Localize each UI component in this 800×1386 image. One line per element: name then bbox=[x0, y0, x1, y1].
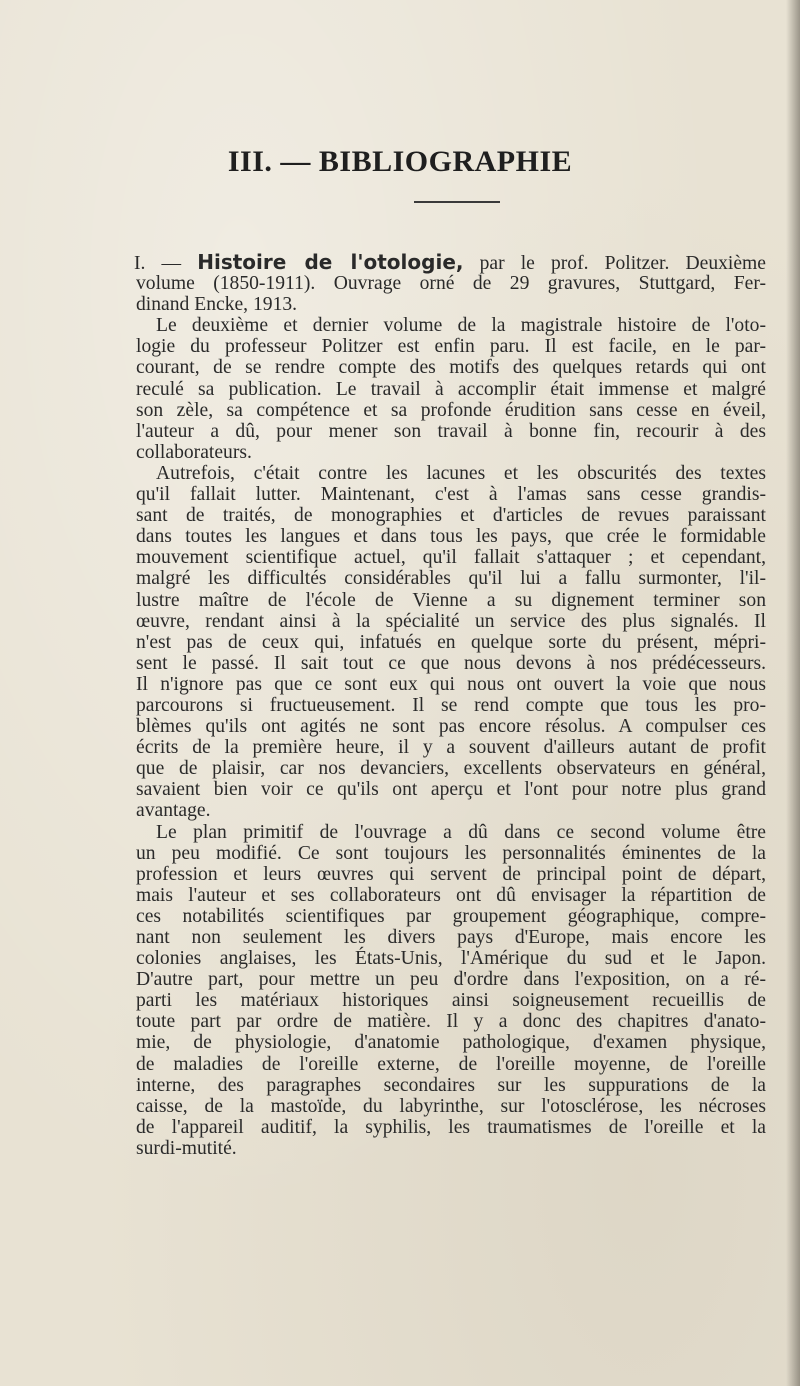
text-line: lustre maître de l'école de Vienne a su dignement terminer son bbox=[136, 589, 766, 611]
entry-heading: Histoire de l'otologie, bbox=[197, 250, 464, 274]
text-line: logie du professeur Politzer est enfin paru. Il est facile, en le par- bbox=[136, 336, 766, 358]
text-line: qu'il fallait lutter. Maintenant, c'est à l'amas sans cesse grandis- bbox=[136, 484, 766, 506]
text-line: parcourons si fructueusement. Il se rend compte que tous les pro- bbox=[136, 694, 766, 716]
entry-number: I. — bbox=[134, 253, 182, 274]
text-line: Le deuxième et dernier volume de la magistrale histoire de l'oto- bbox=[156, 315, 766, 337]
text-line: de maladies de l'oreille externe, de l'oreille moyenne, de l'oreille bbox=[136, 1053, 766, 1075]
text-line: ces notabilités scientifiques par groupement géographique, compre- bbox=[136, 905, 766, 927]
text-line: que de plaisir, car nos devanciers, excellents observateurs en général, bbox=[136, 758, 766, 780]
entry-citation: par le prof. Politzer. Deuxième bbox=[479, 253, 766, 274]
text-line: interne, des paragraphes secondaires sur les suppurations de la bbox=[136, 1074, 766, 1096]
title-rule bbox=[414, 201, 500, 203]
text-line: nant non seulement les divers pays d'Europe, mais encore les bbox=[136, 927, 766, 948]
entry-body bbox=[136, 273, 766, 1159]
text-line: parti les matériaux historiques ainsi soigneusement recueillis de bbox=[136, 990, 766, 1012]
text-line: dans toutes les langues et dans tous les pays, que crée le formidable bbox=[136, 526, 766, 548]
text-line: n'est pas de ceux qui, infatués en quelque sorte du présent, mépri- bbox=[136, 631, 766, 653]
text-line: mouvement scientifique actuel, qu'il fallait s'attaquer ; et cependant, bbox=[136, 547, 766, 569]
text-line: savaient bien voir ce qu'ils ont aperçu et l'ont pour notre plus grand bbox=[136, 779, 766, 801]
text-line: profession et leurs œuvres qui servent de principal point de départ, bbox=[136, 863, 766, 885]
text-line: blèmes qu'ils ont agités ne sont pas encore résolus. A compulser ces bbox=[136, 716, 766, 738]
page-title: III. — BIBLIOGRAPHIE bbox=[227, 145, 573, 178]
text-line: toute part par ordre de matière. Il y a donc des chapitres d'anato- bbox=[136, 1011, 766, 1033]
text-line: surdi-mutité. bbox=[136, 1137, 237, 1159]
text-line: sent le passé. Il sait tout ce que nous devons à nos prédécesseurs. bbox=[136, 652, 766, 674]
text-line: un peu modifié. Ce sont toujours les personnalités éminentes de la bbox=[136, 842, 766, 864]
text-line: Autrefois, c'était contre les lacunes et les obscurités des textes bbox=[156, 462, 766, 484]
text-line: caisse, de la mastoïde, du labyrinthe, sur l'otosclérose, les nécroses bbox=[136, 1095, 766, 1117]
text-line: de l'appareil auditif, la syphilis, les traumatismes de l'oreille et la bbox=[136, 1116, 766, 1138]
text-line: œuvre, rendant ainsi à la spécialité un service des plus signalés. Il bbox=[136, 610, 766, 632]
text-line: l'auteur a dû, pour mener son travail à bonne fin, recourir à des bbox=[136, 420, 766, 442]
text-line: mie, de physiologie, d'anatomie pathologique, d'examen physique, bbox=[136, 1032, 766, 1054]
text-line: avantage. bbox=[136, 800, 211, 822]
text-line: mais l'auteur et ses collaborateurs ont dû envisager la répartition de bbox=[136, 884, 766, 906]
entry-heading-line bbox=[134, 252, 766, 273]
text-line: reculé sa publication. Le travail à accomplir était immense et malgré bbox=[136, 378, 766, 400]
text-line: colonies anglaises, les États-Unis, l'Amérique du sud et le Japon. bbox=[136, 948, 766, 970]
text-line: collaborateurs. bbox=[136, 441, 252, 463]
text-line: Le plan primitif de l'ouvrage a dû dans ce second volume être bbox=[156, 821, 766, 843]
text-line: écrits de la première heure, il y a souvent d'ailleurs autant de profit bbox=[136, 737, 766, 759]
bibliography-entry bbox=[136, 252, 766, 1159]
text-line: son zèle, sa compétence et sa profonde érudition sans cesse en éveil, bbox=[136, 399, 766, 421]
text-line: sant de traités, de monographies et d'articles de revues paraissant bbox=[136, 505, 766, 527]
text-line: dinand Encke, 1913. bbox=[136, 294, 298, 316]
page-edge-shadow bbox=[786, 0, 800, 1386]
text-line: D'autre part, pour mettre un peu d'ordre dans l'exposition, on a ré- bbox=[136, 969, 766, 991]
text-line: volume (1850-1911). Ouvrage orné de 29 gravures, Stuttgard, Fer- bbox=[136, 273, 766, 295]
text-line: Il n'ignore pas que ce sont eux qui nous ont ouvert la voie que nous bbox=[136, 673, 766, 695]
text-line: malgré les difficultés considérables qu'il lui a fallu surmonter, l'il- bbox=[136, 568, 766, 590]
text-line: courant, de se rendre compte des motifs des quelques retards qui ont bbox=[136, 357, 766, 379]
